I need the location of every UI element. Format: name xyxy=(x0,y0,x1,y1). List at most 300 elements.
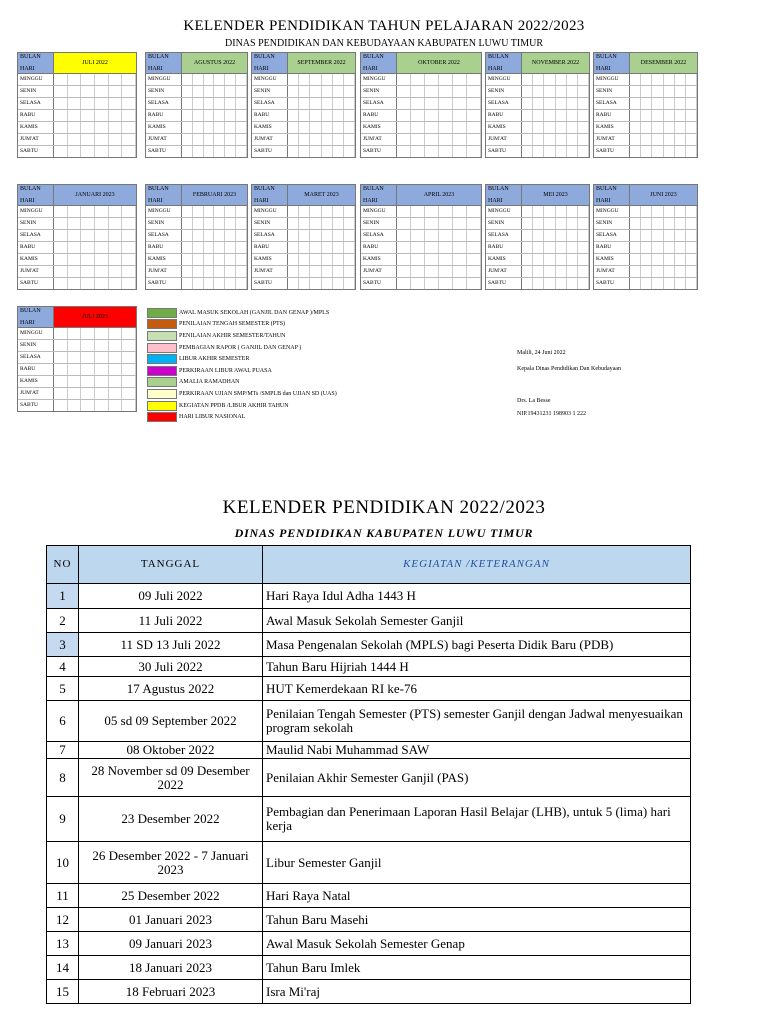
date-cell xyxy=(411,230,425,241)
day-name: JUM'AT xyxy=(18,134,54,145)
date-cells xyxy=(54,134,136,145)
bulan-label: BULAN xyxy=(596,186,617,192)
row-date: 09 Juli 2022 xyxy=(79,584,263,609)
date-cell xyxy=(193,242,204,253)
day-row xyxy=(18,376,136,388)
date-cells xyxy=(522,218,589,229)
date-cells xyxy=(288,206,355,217)
day-row xyxy=(18,254,136,266)
date-cell xyxy=(664,86,675,97)
day-name: SABTU xyxy=(252,278,288,289)
date-cell xyxy=(81,74,95,85)
date-cell xyxy=(652,278,663,289)
date-cell xyxy=(397,86,411,97)
date-cell xyxy=(299,230,310,241)
hari-label: HARI xyxy=(488,198,503,204)
date-cell xyxy=(522,230,533,241)
date-cell xyxy=(686,218,697,229)
date-cell xyxy=(122,242,136,253)
month-header xyxy=(18,307,136,328)
date-cell xyxy=(664,146,675,157)
date-cell xyxy=(68,74,82,85)
date-cell xyxy=(333,218,344,229)
date-cell xyxy=(109,230,123,241)
day-row xyxy=(18,146,136,157)
bulan-label: BULAN xyxy=(363,54,384,60)
date-cell xyxy=(544,206,555,217)
month-calendar xyxy=(145,184,248,290)
month-header xyxy=(146,53,247,74)
month-name: JUNI 2023 xyxy=(630,185,697,205)
day-name: SENIN xyxy=(252,218,288,229)
date-cell xyxy=(225,278,236,289)
date-cells xyxy=(54,254,136,265)
row-number: 11 xyxy=(47,884,79,908)
date-cells xyxy=(182,230,247,241)
date-cell xyxy=(652,134,663,145)
date-cells xyxy=(54,122,136,133)
row-activity: Tahun Baru Imlek xyxy=(263,956,691,980)
table-row xyxy=(47,609,691,633)
row-date: 11 SD 13 Juli 2022 xyxy=(79,633,263,657)
day-name: SABTU xyxy=(18,400,54,411)
day-row xyxy=(18,278,136,289)
date-cell xyxy=(664,110,675,121)
date-cell xyxy=(109,254,123,265)
date-cell xyxy=(333,110,344,121)
day-name: SABTU xyxy=(18,146,54,157)
date-cell xyxy=(411,74,425,85)
date-cells xyxy=(54,242,136,253)
bulan-label: BULAN xyxy=(254,186,275,192)
date-cells xyxy=(630,254,697,265)
date-cell xyxy=(675,266,686,277)
date-cell xyxy=(68,278,82,289)
row-number: 12 xyxy=(47,908,79,932)
day-row xyxy=(361,230,481,242)
date-cell xyxy=(68,146,82,157)
date-cell xyxy=(81,328,95,339)
date-cell xyxy=(310,134,321,145)
date-cell xyxy=(182,278,193,289)
date-cell xyxy=(214,74,225,85)
date-cell xyxy=(544,134,555,145)
date-cell xyxy=(236,254,247,265)
month-name: APRIL 2023 xyxy=(397,185,481,205)
date-cell xyxy=(467,278,481,289)
date-cells xyxy=(522,146,589,157)
date-cell xyxy=(225,98,236,109)
date-cell xyxy=(411,86,425,97)
date-cell xyxy=(299,98,310,109)
date-cell xyxy=(310,86,321,97)
date-cell xyxy=(236,206,247,217)
date-cell xyxy=(652,266,663,277)
day-name: RABU xyxy=(361,242,397,253)
date-cell xyxy=(544,266,555,277)
day-row xyxy=(361,122,481,134)
row-number: 1 xyxy=(47,584,79,609)
date-cell xyxy=(630,110,641,121)
date-cell xyxy=(122,230,136,241)
row-date: 09 Januari 2023 xyxy=(79,932,263,956)
events-subtitle: DINAS PENDIDIKAN KABUPATEN LUWU TIMUR xyxy=(234,526,534,540)
date-cells xyxy=(54,206,136,217)
date-cell xyxy=(344,278,355,289)
day-name: SELASA xyxy=(486,98,522,109)
bulan-label: BULAN xyxy=(148,54,169,60)
date-cell xyxy=(664,134,675,145)
date-cell xyxy=(675,242,686,253)
date-cell xyxy=(522,74,533,85)
date-cell xyxy=(236,110,247,121)
day-name: JUM'AT xyxy=(252,266,288,277)
date-cell xyxy=(333,254,344,265)
date-cell xyxy=(641,122,652,133)
day-row xyxy=(252,230,355,242)
date-cells xyxy=(288,110,355,121)
day-row xyxy=(594,218,697,230)
day-name: SABTU xyxy=(486,278,522,289)
row-activity: Penilaian Akhir Semester Ganjil (PAS) xyxy=(263,759,691,797)
date-cell xyxy=(109,242,123,253)
date-cell xyxy=(299,206,310,217)
month-header xyxy=(361,53,481,74)
date-cell xyxy=(310,98,321,109)
date-cell xyxy=(214,218,225,229)
hari-label: HARI xyxy=(148,66,163,72)
date-cell xyxy=(567,110,578,121)
date-cell xyxy=(193,98,204,109)
date-cell xyxy=(556,74,567,85)
calendar-subtitle: DINAS PENDIDIKAN DAN KEBUDAYAAN KABUPATEN LUWU TIMUR xyxy=(225,38,543,49)
date-cell xyxy=(333,86,344,97)
row-date: 26 Desember 2022 - 7 Januari 2023 xyxy=(79,842,263,884)
day-name: SELASA xyxy=(594,98,630,109)
day-row xyxy=(486,146,589,157)
date-cell xyxy=(453,134,467,145)
date-cell xyxy=(522,146,533,157)
month-header xyxy=(18,185,136,206)
date-cell xyxy=(333,122,344,133)
day-name: RABU xyxy=(18,110,54,121)
date-cell xyxy=(95,328,109,339)
date-cells xyxy=(288,98,355,109)
date-cell xyxy=(299,218,310,229)
date-cell xyxy=(204,218,215,229)
date-cell xyxy=(675,122,686,133)
date-cell xyxy=(81,206,95,217)
bulan-hari-label xyxy=(146,185,182,205)
row-date: 17 Agustus 2022 xyxy=(79,677,263,701)
date-cell xyxy=(204,266,215,277)
date-cell xyxy=(322,206,333,217)
date-cell xyxy=(68,328,82,339)
date-cell xyxy=(453,86,467,97)
date-cell xyxy=(467,86,481,97)
date-cell xyxy=(397,110,411,121)
row-date: 18 Februari 2023 xyxy=(79,980,263,1004)
date-cell xyxy=(54,86,68,97)
date-cells xyxy=(522,230,589,241)
date-cells xyxy=(54,230,136,241)
date-cell xyxy=(652,110,663,121)
date-cell xyxy=(630,122,641,133)
date-cell xyxy=(109,134,123,145)
date-cell xyxy=(68,364,82,375)
date-cell xyxy=(522,134,533,145)
col-tanggal-header: TANGGAL xyxy=(79,546,263,584)
month-header xyxy=(252,53,355,74)
date-cell xyxy=(630,206,641,217)
date-cell xyxy=(467,110,481,121)
date-cell xyxy=(310,266,321,277)
date-cell xyxy=(578,230,589,241)
day-row xyxy=(252,74,355,86)
day-name: JUM'AT xyxy=(146,266,182,277)
date-cell xyxy=(567,98,578,109)
day-name: SELASA xyxy=(486,230,522,241)
date-cells xyxy=(54,278,136,289)
date-cell xyxy=(453,110,467,121)
day-name: MINGGU xyxy=(486,206,522,217)
day-row xyxy=(486,98,589,110)
date-cell xyxy=(567,266,578,277)
date-cell xyxy=(109,400,123,411)
hari-label: HARI xyxy=(20,66,35,72)
date-cell xyxy=(204,242,215,253)
date-cell xyxy=(299,242,310,253)
date-cell xyxy=(686,110,697,121)
date-cell xyxy=(467,206,481,217)
date-cell xyxy=(68,134,82,145)
day-row xyxy=(594,98,697,110)
date-cell xyxy=(193,86,204,97)
date-cell xyxy=(664,74,675,85)
day-row xyxy=(486,242,589,254)
day-name: KAMIS xyxy=(18,376,54,387)
date-cell xyxy=(68,266,82,277)
legend-swatch xyxy=(147,412,177,422)
date-cell xyxy=(533,278,544,289)
date-cell xyxy=(397,266,411,277)
date-cell xyxy=(467,242,481,253)
bulan-label: BULAN xyxy=(488,186,509,192)
date-cell xyxy=(453,218,467,229)
bulan-label: BULAN xyxy=(488,54,509,60)
legend-label: PEMBAGIAN RAPOR ( GANJIL DAN GENAP ) xyxy=(179,344,302,351)
day-row xyxy=(18,110,136,122)
date-cell xyxy=(425,230,439,241)
date-cell xyxy=(214,134,225,145)
date-cell xyxy=(533,242,544,253)
date-cell xyxy=(467,266,481,277)
date-cell xyxy=(686,86,697,97)
bulan-hari-label xyxy=(594,185,630,205)
date-cells xyxy=(54,98,136,109)
date-cell xyxy=(641,146,652,157)
date-cells xyxy=(182,110,247,121)
date-cell xyxy=(333,134,344,145)
legend-label: PENILAIAN AKHIR SEMESTER/TAHUN xyxy=(179,332,286,339)
table-row xyxy=(47,884,691,908)
day-row xyxy=(361,254,481,266)
row-date: 08 Oktober 2022 xyxy=(79,742,263,759)
date-cell xyxy=(182,86,193,97)
day-name: SENIN xyxy=(361,86,397,97)
day-name: KAMIS xyxy=(486,122,522,133)
date-cell xyxy=(652,98,663,109)
day-row xyxy=(594,230,697,242)
date-cell xyxy=(556,230,567,241)
date-cell xyxy=(322,266,333,277)
bulan-label: BULAN xyxy=(363,186,384,192)
date-cells xyxy=(54,364,136,375)
date-cell xyxy=(630,146,641,157)
day-row xyxy=(361,278,481,289)
month-header xyxy=(486,185,589,206)
date-cell xyxy=(333,266,344,277)
date-cell xyxy=(686,98,697,109)
date-cell xyxy=(425,242,439,253)
date-cell xyxy=(299,134,310,145)
hari-label: HARI xyxy=(254,66,269,72)
row-activity: Awal Masuk Sekolah Semester Ganjil xyxy=(263,609,691,633)
date-cell xyxy=(193,122,204,133)
legend-item xyxy=(147,388,347,400)
date-cell xyxy=(467,218,481,229)
day-name: JUM'AT xyxy=(486,134,522,145)
bulan-hari-label xyxy=(486,53,522,73)
date-cell xyxy=(122,352,136,363)
date-cell xyxy=(333,230,344,241)
col-no-header: NO xyxy=(47,546,79,584)
day-row xyxy=(361,74,481,86)
date-cell xyxy=(578,74,589,85)
day-name: SENIN xyxy=(594,218,630,229)
date-cell xyxy=(204,134,215,145)
date-cell xyxy=(686,254,697,265)
date-cell xyxy=(556,110,567,121)
date-cells xyxy=(630,98,697,109)
date-cell xyxy=(567,146,578,157)
date-cell xyxy=(204,254,215,265)
date-cell xyxy=(299,254,310,265)
date-cells xyxy=(288,266,355,277)
day-name: KAMIS xyxy=(18,122,54,133)
day-name: JUM'AT xyxy=(18,266,54,277)
date-cell xyxy=(299,74,310,85)
day-row xyxy=(252,146,355,157)
day-name: JUM'AT xyxy=(594,266,630,277)
date-cell xyxy=(236,146,247,157)
day-row xyxy=(252,122,355,134)
day-row xyxy=(486,122,589,134)
date-cell xyxy=(641,74,652,85)
row-date: 25 Desember 2022 xyxy=(79,884,263,908)
day-row xyxy=(594,254,697,266)
date-cell xyxy=(288,230,299,241)
date-cell xyxy=(299,266,310,277)
date-cell xyxy=(95,98,109,109)
day-name: SELASA xyxy=(361,230,397,241)
date-cell xyxy=(578,122,589,133)
date-cells xyxy=(522,206,589,217)
date-cell xyxy=(567,242,578,253)
date-cell xyxy=(675,134,686,145)
day-name: RABU xyxy=(361,110,397,121)
date-cell xyxy=(236,134,247,145)
day-name: SENIN xyxy=(18,86,54,97)
date-cells xyxy=(397,86,481,97)
date-cell xyxy=(664,122,675,133)
date-cell xyxy=(81,388,95,399)
date-cell xyxy=(122,134,136,145)
date-cell xyxy=(533,134,544,145)
date-cell xyxy=(109,146,123,157)
date-cell xyxy=(522,218,533,229)
date-cell xyxy=(453,230,467,241)
legend-label: AWAL MASUK SEKOLAH (GANJIL DAN GENAP )/MPLS xyxy=(179,309,330,316)
day-row xyxy=(146,206,247,218)
day-row xyxy=(146,98,247,110)
date-cell xyxy=(439,98,453,109)
month-name: DESEMBER 2022 xyxy=(630,53,697,73)
date-cell xyxy=(397,146,411,157)
day-row xyxy=(486,74,589,86)
row-number: 13 xyxy=(47,932,79,956)
date-cell xyxy=(578,98,589,109)
day-name: RABU xyxy=(18,364,54,375)
day-row xyxy=(18,266,136,278)
legend-swatch xyxy=(147,377,177,387)
date-cell xyxy=(122,86,136,97)
day-row xyxy=(252,134,355,146)
date-cell xyxy=(193,254,204,265)
date-cells xyxy=(397,278,481,289)
row-activity: Penilaian Tengah Semester (PTS) semester Ganjil dengan Jadwal menyesuaikan program sekolah xyxy=(263,701,691,742)
date-cell xyxy=(567,254,578,265)
date-cell xyxy=(54,328,68,339)
date-cell xyxy=(81,230,95,241)
date-cells xyxy=(288,218,355,229)
date-cells xyxy=(182,98,247,109)
date-cell xyxy=(453,254,467,265)
date-cell xyxy=(411,134,425,145)
date-cell xyxy=(236,218,247,229)
date-cell xyxy=(54,364,68,375)
date-cell xyxy=(344,206,355,217)
row-number: 4 xyxy=(47,657,79,677)
day-name: SENIN xyxy=(361,218,397,229)
date-cell xyxy=(533,110,544,121)
day-name: SABTU xyxy=(252,146,288,157)
date-cell xyxy=(578,266,589,277)
date-cell xyxy=(288,86,299,97)
day-name: RABU xyxy=(18,242,54,253)
day-name: KAMIS xyxy=(361,122,397,133)
legend xyxy=(147,307,347,423)
date-cells xyxy=(630,74,697,85)
day-name: SABTU xyxy=(361,278,397,289)
date-cell xyxy=(344,134,355,145)
date-cell xyxy=(182,206,193,217)
date-cell xyxy=(310,218,321,229)
date-cell xyxy=(204,98,215,109)
date-cell xyxy=(522,122,533,133)
date-cell xyxy=(675,74,686,85)
day-name: SABTU xyxy=(594,146,630,157)
